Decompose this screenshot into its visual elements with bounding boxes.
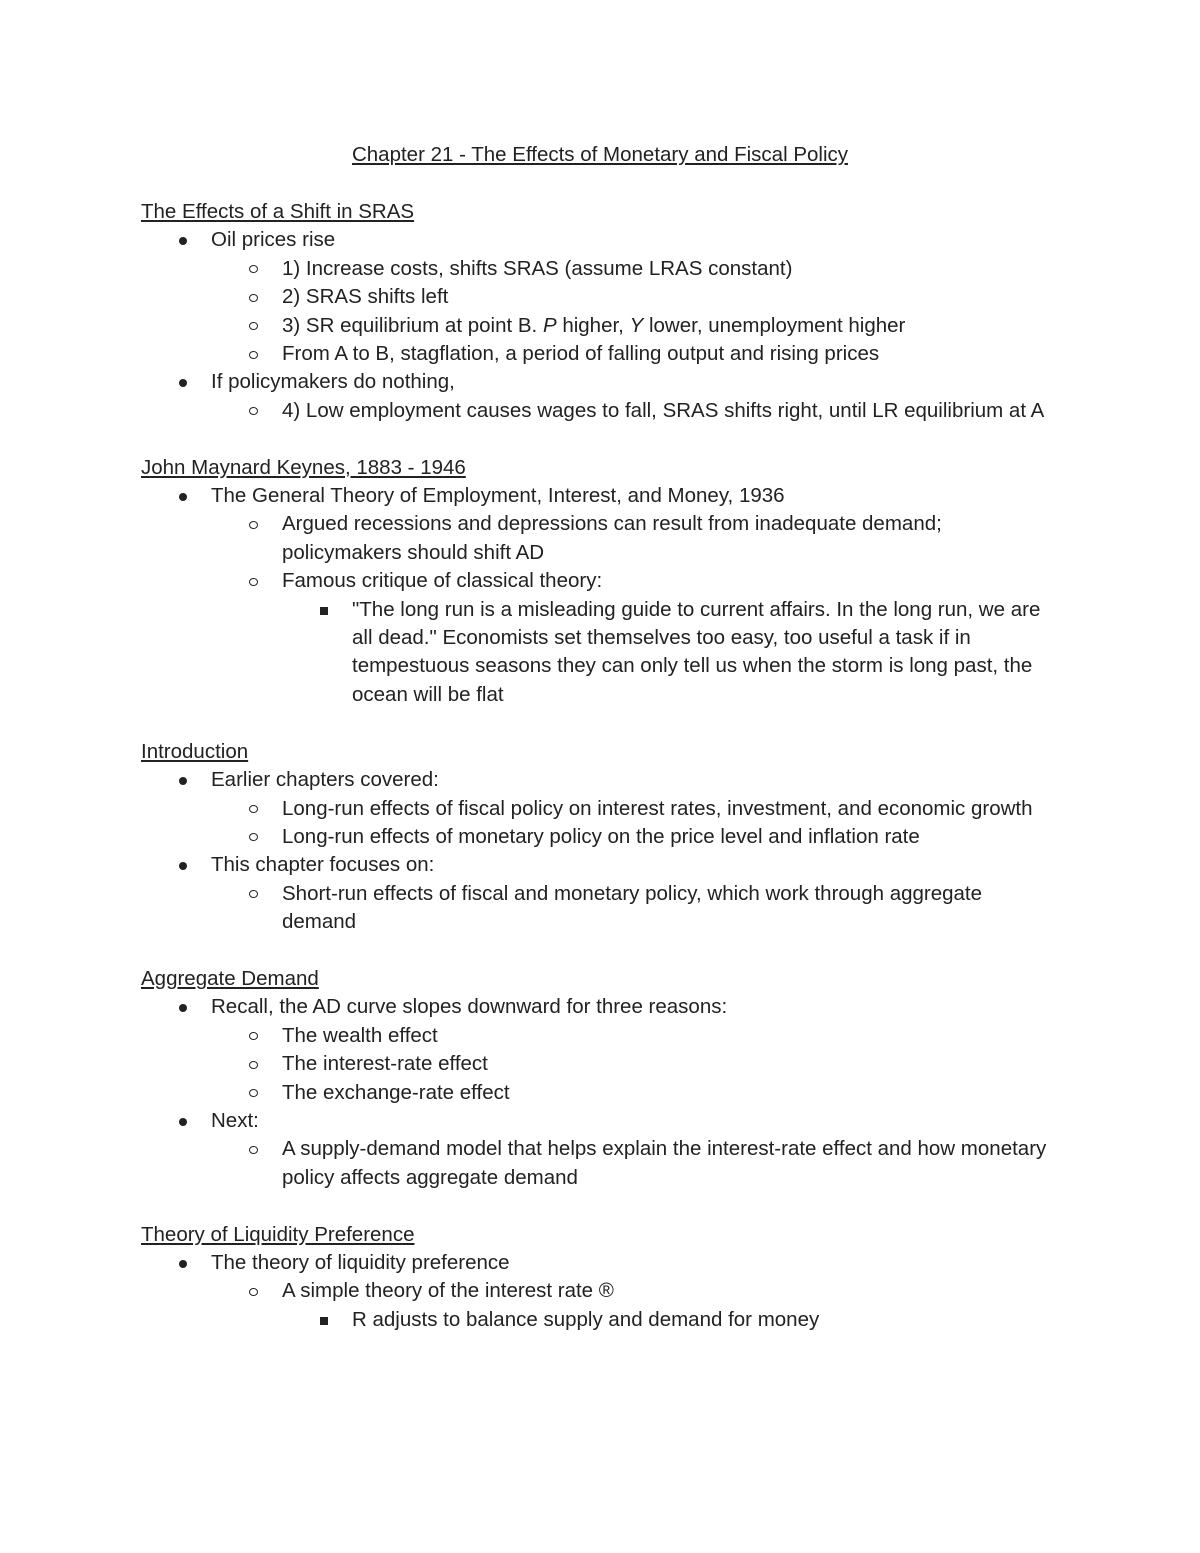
section-heading: Introduction	[141, 739, 249, 763]
bullet-circle-icon	[248, 1079, 260, 1107]
bullet-circle-icon	[248, 880, 260, 908]
section-heading: John Maynard Keynes, 1883 - 1946	[141, 455, 466, 479]
list-item	[141, 1135, 1061, 1192]
bullet-circle-icon	[248, 823, 260, 851]
section-introduction	[141, 738, 1061, 937]
bullet-circle-icon	[248, 1135, 260, 1163]
list-item	[141, 766, 1061, 794]
bullet-dot-icon	[177, 1107, 189, 1135]
list-item-text: 1) Increase costs, shifts SRAS (assume LRAS constant)	[282, 256, 793, 280]
list-item-text: 2) SRAS shifts left	[282, 285, 449, 309]
section-keynes	[141, 454, 1061, 710]
list-item	[141, 255, 1061, 283]
list-item	[141, 567, 1061, 595]
bullet-dot-icon	[177, 368, 189, 396]
bullet-circle-icon	[248, 510, 260, 538]
text-run: higher,	[556, 313, 630, 337]
list-item	[141, 283, 1061, 311]
list-item	[141, 1277, 1061, 1305]
list-item-text: Argued recessions and depressions can result from inadequate demand; policymakers should shift AD	[282, 512, 942, 564]
bullet-dot-icon	[177, 1249, 189, 1277]
list-item	[141, 851, 1061, 879]
section-liquidity-preference	[141, 1221, 1061, 1335]
bullet-circle-icon	[248, 1277, 260, 1305]
bullet-square-icon	[318, 1306, 330, 1334]
list-item	[141, 1306, 1061, 1334]
section-heading: Aggregate Demand	[141, 966, 319, 990]
list-item-text: The interest-rate effect	[282, 1052, 488, 1076]
bullet-circle-icon	[248, 255, 260, 283]
bullet-circle-icon	[248, 312, 260, 340]
list-item-text: The theory of liquidity preference	[211, 1250, 510, 1274]
list-item-text: R adjusts to balance supply and demand for money	[352, 1307, 820, 1331]
section-heading: The Effects of a Shift in SRAS	[141, 200, 415, 223]
bullet-circle-icon	[248, 1050, 260, 1078]
list-item	[141, 596, 1061, 710]
section-sras-shift	[141, 198, 1061, 425]
list-item	[141, 368, 1061, 396]
list-item-text: 4) Low employment causes wages to fall, SRAS shifts right, until LR equilibrium at A	[282, 398, 1045, 422]
list-item-text: The exchange-rate effect	[282, 1080, 510, 1104]
list-item-text: Famous critique of classical theory:	[282, 569, 603, 593]
section-aggregate-demand	[141, 965, 1061, 1192]
italic-variable-y: Y	[629, 313, 644, 337]
list-item-text: Oil prices rise	[211, 228, 336, 252]
list-item-text: The General Theory of Employment, Interest, and Money, 1936	[211, 484, 785, 508]
list-item	[141, 340, 1061, 368]
bullet-circle-icon	[248, 340, 260, 368]
list-item	[141, 312, 1061, 340]
list-item	[141, 880, 1061, 937]
list-item	[141, 1079, 1061, 1107]
bullet-list	[141, 993, 1061, 1192]
bullet-circle-icon	[248, 397, 260, 425]
bullet-circle-icon	[248, 795, 260, 823]
bullet-list	[141, 1249, 1061, 1334]
list-item-text: From A to B, stagflation, a period of falling output and rising prices	[282, 342, 880, 366]
list-item	[141, 226, 1061, 254]
list-item	[141, 510, 1061, 567]
list-item-text: Long-run effects of fiscal policy on interest rates, investment, and economic growth	[282, 796, 1033, 820]
list-item	[141, 1022, 1061, 1050]
list-item	[141, 823, 1061, 851]
bullet-dot-icon	[177, 993, 189, 1021]
document-body	[141, 198, 1061, 1334]
bullet-list	[141, 482, 1061, 709]
list-item	[141, 397, 1061, 425]
list-item-text: Recall, the AD curve slopes downward for three reasons:	[211, 995, 728, 1019]
bullet-circle-icon	[248, 1022, 260, 1050]
list-item-text: The wealth effect	[282, 1023, 438, 1047]
bullet-circle-icon	[248, 567, 260, 595]
list-item-text: A supply-demand model that helps explain the interest-rate effect and how monetary policy affects aggregate demand	[282, 1137, 1047, 1189]
bullet-dot-icon	[177, 851, 189, 879]
list-item-text: Long-run effects of monetary policy on the price level and inflation rate	[282, 824, 920, 848]
list-item-text: Short-run effects of fiscal and monetary policy, which work through aggregate demand	[282, 881, 983, 934]
list-item-text: If policymakers do nothing,	[211, 370, 455, 394]
bullet-square-icon	[318, 596, 330, 624]
text-run: 3) SR equilibrium at point B.	[282, 313, 543, 337]
list-item-text: This chapter focuses on:	[211, 853, 435, 877]
bullet-circle-icon	[248, 283, 260, 311]
list-item-text	[282, 314, 905, 337]
bullet-dot-icon	[177, 766, 189, 794]
quote-text: "The long run is a misleading guide to current affairs. In the long run, we are all dead." Economists set themselves too easy, too useful a task if in tempestuous seasons they can only tell us when the storm is long past, the ocean will be flat	[352, 597, 1041, 706]
page-title: Chapter 21 - The Effects of Monetary and Fiscal Policy	[351, 143, 849, 166]
bullet-dot-icon	[177, 226, 189, 254]
list-item	[141, 795, 1061, 823]
list-item	[141, 993, 1061, 1021]
list-item-text: Earlier chapters covered:	[211, 768, 439, 792]
bullet-list	[141, 766, 1061, 936]
list-item	[141, 1050, 1061, 1078]
text-run: lower, unemployment higher	[643, 313, 906, 337]
bullet-list	[141, 226, 1061, 425]
bullet-dot-icon	[177, 482, 189, 510]
list-item	[141, 1249, 1061, 1277]
list-item	[141, 1107, 1061, 1135]
section-heading: Theory of Liquidity Preference	[141, 1222, 415, 1246]
list-item	[141, 482, 1061, 510]
list-item-text: Next:	[211, 1108, 259, 1132]
italic-variable-p: P	[542, 313, 557, 337]
list-item-text: A simple theory of the interest rate ®	[282, 1279, 614, 1303]
